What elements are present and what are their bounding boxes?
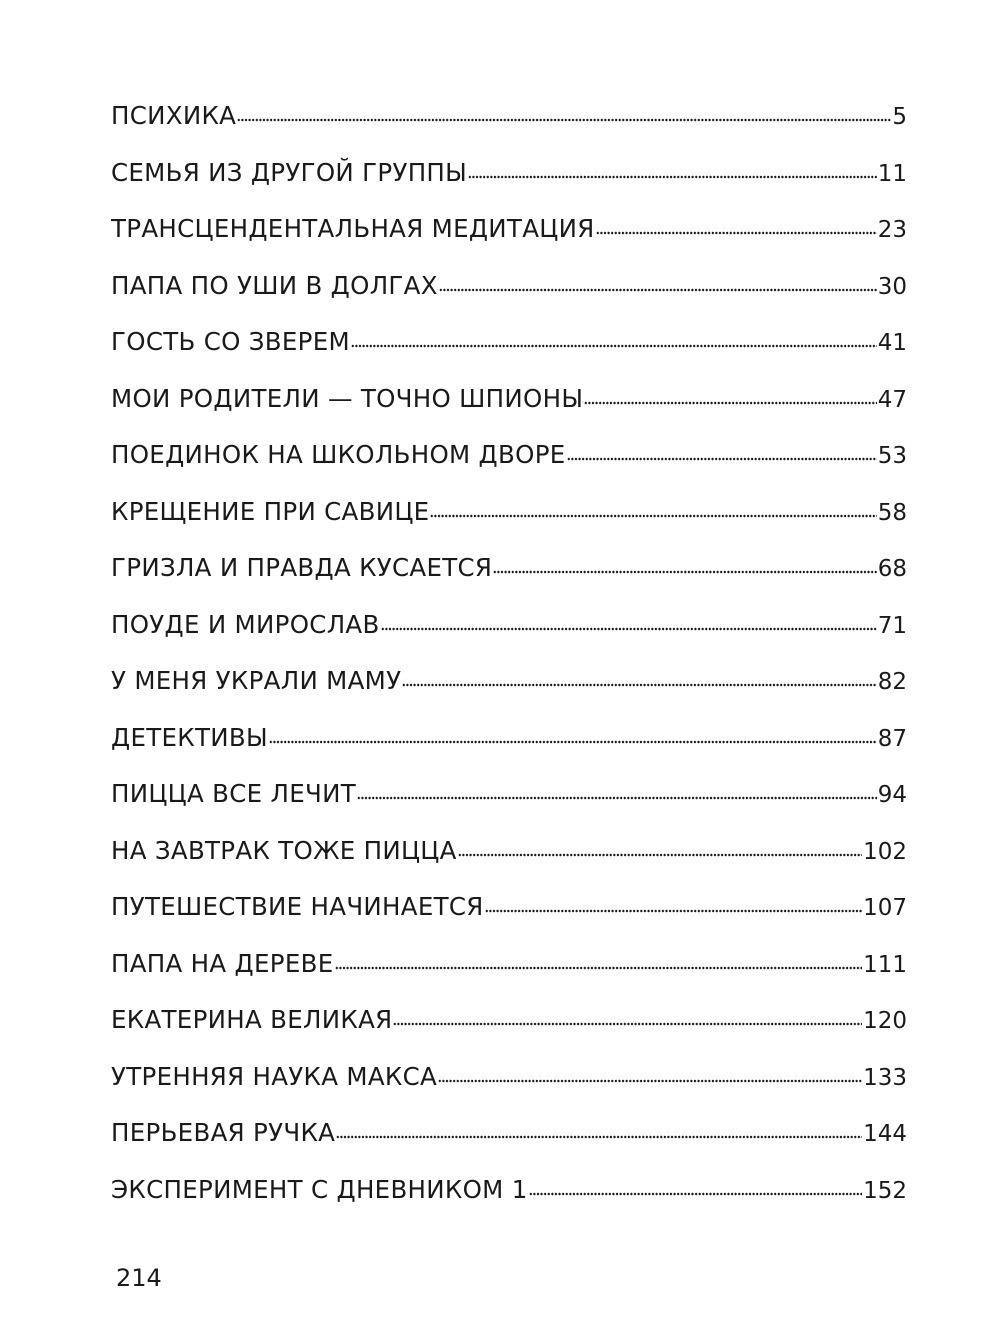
toc-entry-page: 87 <box>877 725 907 752</box>
toc-entry <box>111 314 907 371</box>
dot-leader <box>438 1078 862 1084</box>
toc-entry <box>111 766 907 823</box>
dot-leader <box>493 569 876 575</box>
dot-leader <box>458 852 862 858</box>
toc-entry-page: 111 <box>863 951 907 978</box>
toc-entry-page: 133 <box>863 1064 907 1091</box>
dot-leader <box>596 230 877 236</box>
dot-leader <box>269 739 877 745</box>
toc-entry-page: 11 <box>877 160 907 187</box>
toc-entry <box>111 484 907 541</box>
toc-entry <box>111 879 907 936</box>
toc-entry-title: ПАПА НА ДЕРЕВЕ <box>111 948 334 978</box>
toc-entry-title: МОИ РОДИТЕЛИ — ТОЧНО ШПИОНЫ <box>111 383 584 413</box>
dot-leader <box>529 1191 862 1197</box>
toc-entry-title: ПУТЕШЕСТВИЕ НАЧИНАЕТСЯ <box>111 892 484 921</box>
toc-entry <box>111 823 907 880</box>
toc-entry <box>111 427 907 484</box>
toc-entry-title: ЕКАТЕРИНА ВЕЛИКАЯ <box>111 1005 393 1034</box>
dot-leader <box>430 513 876 519</box>
toc-entry <box>111 710 907 767</box>
dot-leader <box>237 117 891 123</box>
toc-entry <box>111 653 907 710</box>
toc-entry <box>111 88 907 145</box>
toc-entry-page: 5 <box>892 104 907 130</box>
toc-entry-page: 107 <box>863 895 907 921</box>
toc-entry-page: 30 <box>877 273 907 300</box>
dot-leader <box>485 908 862 914</box>
toc-entry-title: ПЕРЬЕВАЯ РУЧКА <box>111 1118 336 1147</box>
toc-entry <box>111 936 907 993</box>
toc-entry-title: ТРАНСЦЕНДЕНТАЛЬНАЯ МЕДИТАЦИЯ <box>111 214 595 243</box>
toc-entry-title: УТРЕННЯЯ НАУКА МАКСА <box>111 1061 438 1091</box>
dot-leader <box>351 343 877 349</box>
toc-entry <box>111 1049 907 1106</box>
toc-entry-title: ДЕТЕКТИВЫ <box>111 722 268 752</box>
toc-entry-title: ПИЦЦА ВСЕ ЛЕЧИТ <box>111 779 357 808</box>
toc-entry <box>111 1105 907 1162</box>
toc-entry <box>111 540 907 597</box>
toc-entry-title: КРЕЩЕНИЕ ПРИ САВИЦЕ <box>111 496 430 526</box>
toc-entry-page: 82 <box>877 669 907 695</box>
toc-entry-title: СЕМЬЯ ИЗ ДРУГОЙ ГРУППЫ <box>111 157 468 187</box>
page-number: 214 <box>116 1264 162 1292</box>
toc-entry-title: ПАПА ПО УШИ В ДОЛГАХ <box>111 270 438 300</box>
dot-leader <box>584 400 876 406</box>
dot-leader <box>336 1134 862 1140</box>
dot-leader <box>335 965 863 971</box>
toc-entry <box>111 597 907 654</box>
toc-entry-title: ГОСТЬ СО ЗВЕРЕМ <box>111 327 350 356</box>
toc-entry-page: 144 <box>863 1121 907 1147</box>
toc-entry <box>111 145 907 202</box>
toc-entry-page: 53 <box>877 443 907 469</box>
toc-entry-title: НА ЗАВТРАК ТОЖЕ ПИЦЦА <box>111 835 457 865</box>
toc-entry-page: 41 <box>877 330 907 356</box>
dot-leader <box>393 1021 862 1027</box>
toc-entry-title: ПОУДЕ И МИРОСЛАВ <box>111 609 380 639</box>
toc-entry-page: 94 <box>877 782 907 808</box>
dot-leader <box>402 682 876 688</box>
toc-entry-page: 68 <box>877 556 907 582</box>
toc-entry-page: 23 <box>877 217 907 243</box>
dot-leader <box>468 174 877 180</box>
toc-entry-title: ПОЕДИНОК НА ШКОЛЬНОМ ДВОРЕ <box>111 440 566 469</box>
toc-entry <box>111 201 907 258</box>
dot-leader <box>567 456 877 462</box>
toc-entry-title: ЭКСПЕРИМЕНТ С ДНЕВНИКОМ 1 <box>111 1174 528 1204</box>
toc-entry <box>111 992 907 1049</box>
toc-entry-page: 58 <box>877 499 907 526</box>
toc-entry <box>111 371 907 428</box>
toc-entry <box>111 258 907 315</box>
table-of-contents <box>111 88 907 1218</box>
toc-entry-title: ГРИЗЛА И ПРАВДА КУСАЕТСЯ <box>111 553 493 582</box>
dot-leader <box>381 626 877 632</box>
toc-entry-title: ПСИХИКА <box>111 101 237 130</box>
toc-entry-page: 71 <box>877 612 907 639</box>
toc-entry-page: 47 <box>877 386 907 413</box>
toc-entry-page: 102 <box>863 838 907 865</box>
dot-leader <box>439 287 877 293</box>
toc-entry <box>111 1162 907 1219</box>
toc-entry-page: 152 <box>863 1177 907 1204</box>
dot-leader <box>357 795 877 801</box>
toc-entry-title: У МЕНЯ УКРАЛИ МАМУ <box>111 666 402 695</box>
toc-entry-page: 120 <box>863 1008 907 1034</box>
